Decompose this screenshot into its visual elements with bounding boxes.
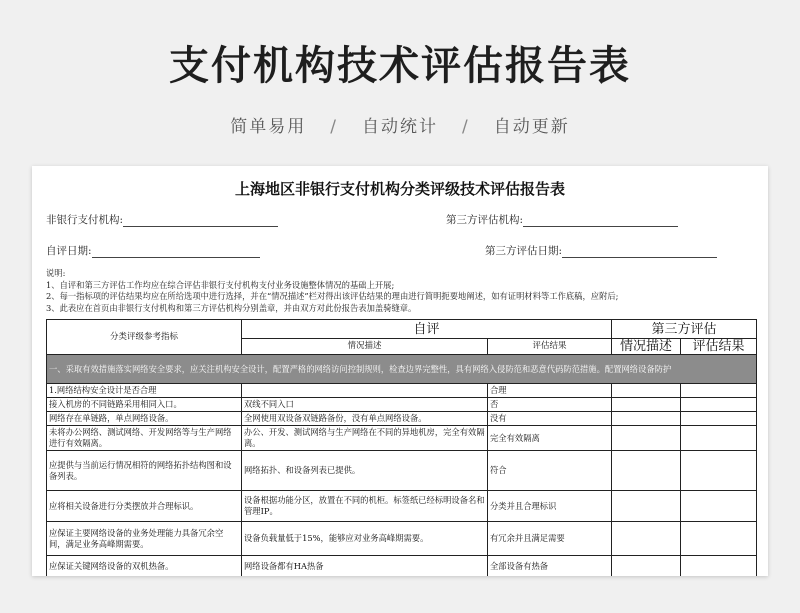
feature-tags bbox=[0, 112, 800, 137]
note-line: 2、每一指标项的评估结果均应在所给选项中进行选择，并在“情况描述”栏对得出该评估结果的理由进行简明扼要地阐述，如有证明材料等工作底稿，应附后; bbox=[46, 291, 619, 301]
result-cell[interactable]: 全部设备有热备 bbox=[488, 556, 612, 577]
institution-input[interactable] bbox=[123, 215, 278, 227]
table-row bbox=[47, 556, 757, 577]
ref-cell: 网络存在单链路，单点网络设备。 bbox=[47, 412, 242, 426]
third-desc-cell[interactable] bbox=[612, 412, 681, 426]
tag-separator: / bbox=[462, 117, 470, 137]
table-row bbox=[47, 412, 757, 426]
third-date-label: 第三方评估日期: bbox=[485, 245, 563, 257]
result-cell[interactable]: 没有 bbox=[488, 412, 612, 426]
third-date-field bbox=[485, 243, 717, 258]
header-self-result: 评估结果 bbox=[488, 339, 612, 355]
table-row bbox=[47, 451, 757, 491]
tag-auto-stats: 自动统计 bbox=[362, 117, 438, 137]
third-date-input[interactable] bbox=[562, 246, 717, 258]
third-party-label: 第三方评估机构: bbox=[446, 214, 524, 226]
note-line: 3、此表应在首页由非银行支付机构和第三方评估机构分别盖章，并由双方对此份报告表加盖骑缝章。 bbox=[46, 302, 417, 313]
sheet-title: 上海地区非银行支付机构分类评级技术评估报告表 bbox=[234, 180, 565, 198]
third-desc-cell[interactable] bbox=[612, 398, 681, 412]
desc-cell[interactable]: 办公、开发、测试网络与生产网络在不同的异地机房，完全有效隔离。 bbox=[242, 426, 488, 451]
third-result-cell[interactable] bbox=[681, 522, 757, 556]
table-row bbox=[47, 426, 757, 451]
self-date-label: 自评日期: bbox=[46, 245, 92, 257]
self-date-field bbox=[46, 243, 260, 258]
result-cell[interactable]: 分类并且合理标识 bbox=[488, 491, 612, 522]
ref-cell: 1.网络结构安全设计是否合理 bbox=[47, 384, 242, 398]
third-result-cell[interactable] bbox=[681, 412, 757, 426]
desc-cell[interactable]: 设备负载量低于15%，能够应对业务高峰期需要。 bbox=[242, 522, 488, 556]
desc-cell[interactable] bbox=[242, 384, 488, 398]
header-third-result: 评估结果 bbox=[681, 339, 757, 355]
result-cell[interactable]: 合理 bbox=[488, 384, 612, 398]
note-line: 1、自评和第三方评估工作均应在综合评估非银行支付机构支付业务设施整体情况的基础上开展; bbox=[46, 279, 395, 290]
desc-cell[interactable]: 设备根据功能分区，放置在不同的机柜。标签纸已经标明设备名和管理IP。 bbox=[242, 491, 488, 522]
tag-auto-update: 自动更新 bbox=[493, 117, 570, 137]
third-party-input[interactable] bbox=[523, 215, 678, 227]
third-result-cell[interactable] bbox=[681, 384, 757, 398]
result-cell[interactable]: 完全有效隔离 bbox=[488, 426, 612, 451]
third-desc-cell[interactable] bbox=[612, 491, 681, 522]
tag-separator: / bbox=[330, 117, 338, 137]
third-result-cell[interactable] bbox=[681, 491, 757, 522]
third-result-cell[interactable] bbox=[681, 451, 757, 491]
third-desc-cell[interactable] bbox=[612, 522, 681, 556]
ref-cell: 应保证主要网络设备的业务处理能力具备冗余空间，满足业务高峰期需要。 bbox=[47, 522, 242, 556]
desc-cell[interactable]: 双线不同入口 bbox=[242, 398, 488, 412]
ref-cell: 接入机房的不同链路采用相同入口。 bbox=[47, 398, 242, 412]
result-cell[interactable]: 有冗余并且满足需要 bbox=[488, 522, 612, 556]
third-desc-cell[interactable] bbox=[612, 556, 681, 577]
header-ref-indicator: 分类评级参考指标 bbox=[47, 320, 242, 355]
header-third-eval: 第三方评估 bbox=[612, 320, 757, 339]
table-row bbox=[47, 384, 757, 398]
table-row bbox=[47, 491, 757, 522]
tag-easy: 简单易用 bbox=[230, 117, 307, 137]
institution-field bbox=[46, 212, 278, 227]
table-row bbox=[47, 522, 757, 556]
instructions bbox=[46, 268, 766, 314]
table-row bbox=[47, 398, 757, 412]
section-header: 一、采取有效措施落实网络安全要求，应关注机构安全设计，配置严格的网络访问控制规则，检查边界完整性，具有网络入侵防范和恶意代码防范措施。配置网络设备防护 bbox=[47, 355, 757, 384]
institution-label: 非银行支付机构: bbox=[46, 214, 124, 226]
page-title: 支付机构技术评估报告表 bbox=[169, 43, 631, 89]
third-result-cell[interactable] bbox=[681, 556, 757, 577]
result-cell[interactable]: 否 bbox=[488, 398, 612, 412]
third-desc-cell[interactable] bbox=[612, 426, 681, 451]
third-result-cell[interactable] bbox=[681, 426, 757, 451]
note-line: 说明: bbox=[46, 268, 66, 278]
result-cell[interactable]: 符合 bbox=[488, 451, 612, 491]
ref-cell: 应保证关键网络设备的双机热备。 bbox=[47, 556, 242, 577]
third-desc-cell[interactable] bbox=[612, 451, 681, 491]
ref-cell: 未将办公网络、测试网络、开发网络等与生产网络进行有效隔离。 bbox=[47, 426, 242, 451]
ref-cell: 应将相关设备进行分类摆放并合理标识。 bbox=[47, 491, 242, 522]
evaluation-table bbox=[46, 319, 757, 576]
header-self-desc: 情况描述 bbox=[242, 339, 488, 355]
header-third-desc: 情况描述 bbox=[612, 339, 681, 355]
self-date-input[interactable] bbox=[92, 246, 260, 258]
header-self-eval: 自评 bbox=[242, 320, 612, 339]
desc-cell[interactable]: 网络设备都有HA热备 bbox=[242, 556, 488, 577]
ref-cell: 应提供与当前运行情况相符的网络拓扑结构图和设备列表。 bbox=[47, 451, 242, 491]
third-desc-cell[interactable] bbox=[612, 384, 681, 398]
third-party-field bbox=[446, 212, 678, 227]
report-sheet bbox=[32, 166, 768, 576]
desc-cell[interactable]: 全网使用双设备双链路备份，没有单点网络设备。 bbox=[242, 412, 488, 426]
third-result-cell[interactable] bbox=[681, 398, 757, 412]
desc-cell[interactable]: 网络拓扑、和设备列表已提供。 bbox=[242, 451, 488, 491]
